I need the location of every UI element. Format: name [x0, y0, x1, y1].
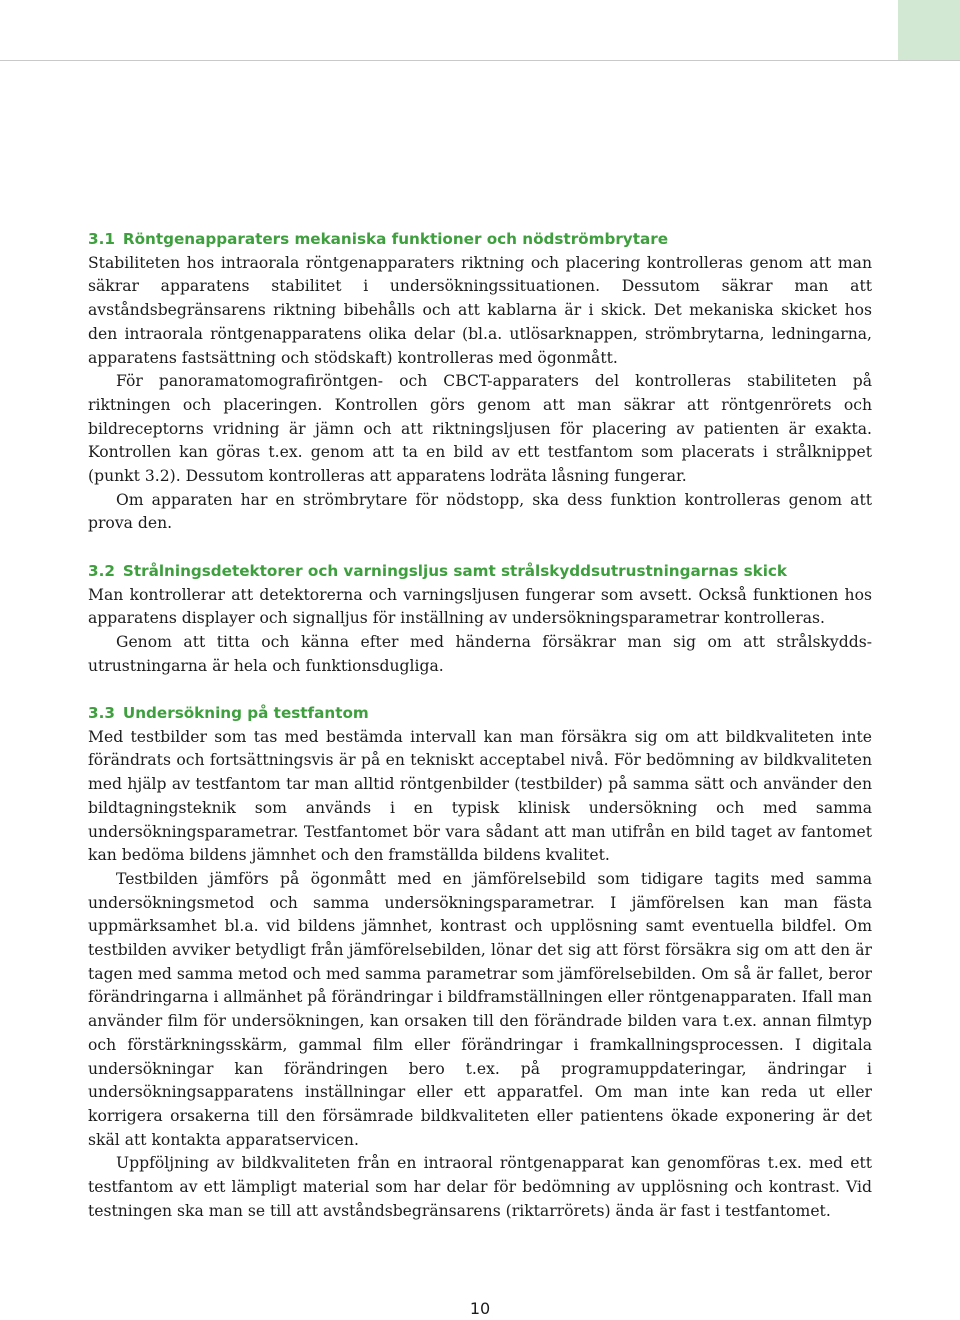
section-number: 3.1 — [88, 230, 115, 248]
page-body — [88, 228, 872, 1247]
section-heading — [88, 228, 872, 252]
header-rule — [0, 60, 960, 61]
corner-tab-marker — [898, 0, 960, 60]
paragraph: Om apparaten har en strömbrytare för nödstopp, ska dess funktion kontrolleras genom att prova den. — [88, 490, 872, 533]
paragraph: Genom att titta och känna efter med händerna försäkrar man sig om att strålskyddsutrustningarna är hela och funktionsdugliga. — [88, 632, 872, 675]
section-heading — [88, 702, 872, 726]
paragraph: Man kontrollerar att detektorerna och varningsljusen fungerar som avsett. Också funktionen hos apparatens displayer och signalljus för inställning av undersökningsparametrar kontrolleras. — [88, 585, 872, 628]
section-title: Undersökning på testfantom — [122, 704, 369, 723]
paragraph: Med testbilder som tas med bestämda intervall kan man försäkra sig om att bildkvaliteten inte förändrats och fortsättningsvis är på en tekniskt acceptabel nivå. För bedömning av bildkvaliteten med hjälp av testfantom tar man alltid röntgenbilder (testbilder) på samma sätt och använder den bildtagningsteknik som används i en typisk klinisk undersökning och med samma undersökningsparametrar. Testfantomet bör vara sådant att man utifrån en bild taget av fantomet kan bedöma bildens jämnhet och den framställda bildens kvalitet. — [88, 727, 872, 865]
paragraph: Testbilden jämförs på ögonmått med en jämförelsebild som tidigare tagits med samma undersökningsmetod och samma undersökningsparametrar. I jämförelsen kan man fästa uppmärksamhet bl.a. vid bildens jämnhet, kontrast och upplösning samt eventuella bildfel. Om testbilden avviker betydligt från jämförelsebilden, lönar det sig att först försäkra sig om att den är tagen med samma metod och med samma parametrar som jämförelsebilden. Om så är fallet, beror förändringarna i allmänhet på förändringar i bildframställningen eller röntgenapparaten. Ifall man använder film för undersökningen, kan orsaken till den förändrade bilden vara t.ex. annan filmtyp och förstärkningsskärm, gammal film eller förändringar i framkallningsprocessen. I digitala undersökningar kan förändringen bero t.ex. på programuppdateringar, ändringar i undersökningsapparatens inställningar eller ett apparatfel. Om man inte kan reda ut eller korrigera orsakerna till den försämrade bildkvaliteten eller patientens ökade exponering är det skäl att kontakta apparatservicen. — [88, 869, 872, 1149]
paragraph: För panoramatomografiröntgen- och CBCT-apparaters del kontrolleras stabiliteten på riktningen och placeringen. Kontrollen görs genom att man säkrar att röntgenrörets och bildreceptorns vridning är jämn och att riktningsljusen för placering av patienten är exakta. Kontrollen kan göras t.ex. genom att ta en bild av ett testfantom som placerats i strålknippet (punkt 3.2). Dessutom kontrolleras att apparatens lodräta låsning fungerar. — [88, 372, 872, 486]
section-3-1 — [88, 228, 872, 536]
paragraph: Stabiliteten hos intraorala röntgenapparaters riktning och placering kontrolleras genom att man säkrar apparatens stabilitet i undersökningssituationen. Dessutom säkrar man att avståndsbegränsarens riktning bibehålls och att kablarna är i skick. Det mekaniska skicket hos den intraorala röntgenapparatens olika delar (bl.a. utlösarknappen, strömbrytarna, ledningarna, apparatens fastsättning och stödskaft) kontrolleras med ögonmått. — [88, 253, 872, 367]
section-3-3 — [88, 702, 872, 1223]
section-3-2 — [88, 560, 872, 679]
section-title: Röntgenapparaters mekaniska funktioner och nödströmbrytare — [122, 230, 669, 248]
page-number: 10 — [469, 1299, 491, 1318]
section-heading — [88, 560, 872, 584]
section-number: 3.2 — [88, 561, 115, 580]
paragraph: Uppföljning av bildkvaliteten från en intraoral röntgenapparat kan genomföras t.ex. med ett testfantom av ett lämpligt material som har delar för bedömning av upplösning och kontrast. Vid testningen ska man se till att avståndsbegränsarens (riktarrörets) ända är fast i testfantomet. — [88, 1154, 872, 1220]
section-number: 3.3 — [88, 704, 115, 723]
section-title: Strålningsdetektorer och varningsljus samt strålskyddsutrustningarnas skick — [122, 561, 788, 580]
